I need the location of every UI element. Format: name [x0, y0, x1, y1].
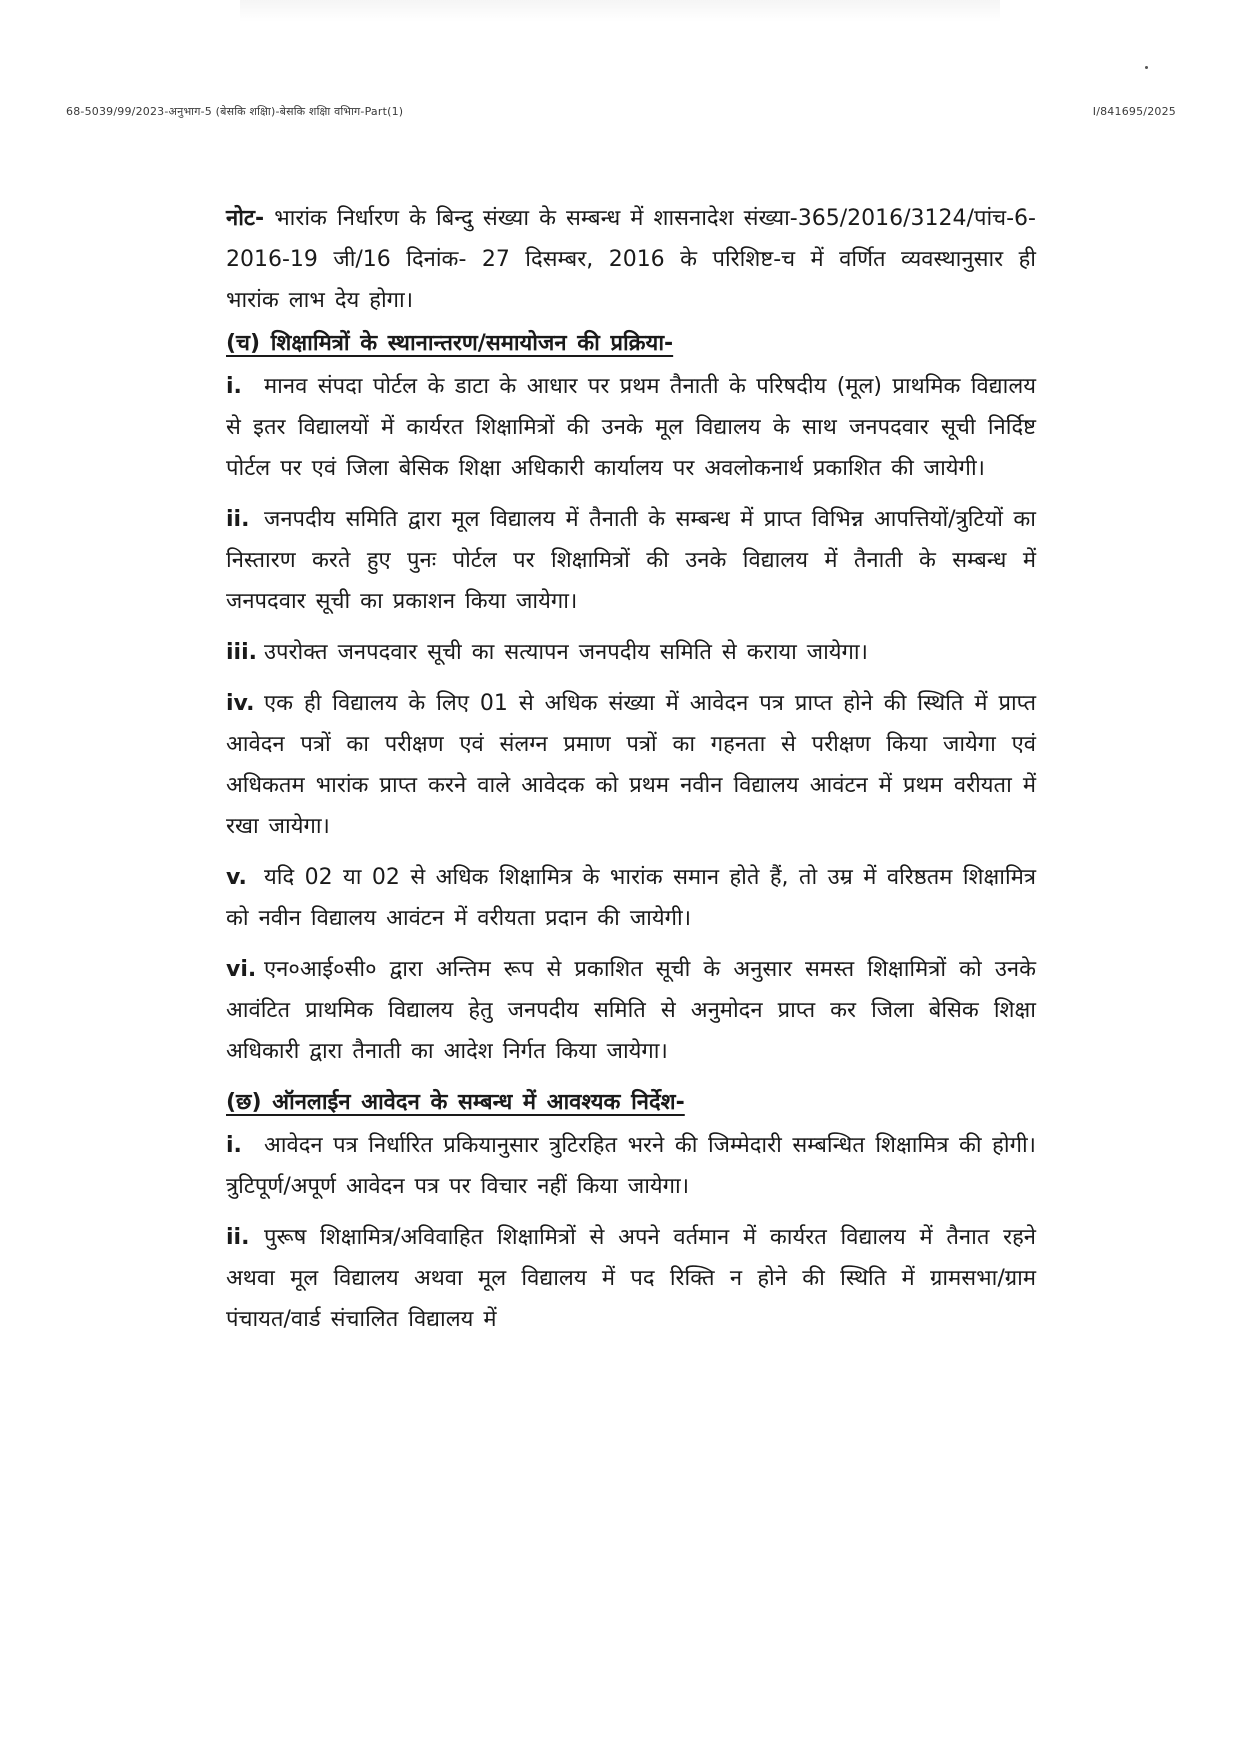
item-marker: vi. — [226, 957, 257, 982]
item-marker: ii. — [226, 507, 250, 532]
item-marker: ii. — [226, 1225, 250, 1250]
scan-artifact — [240, 0, 1000, 22]
item-text: मानव संपदा पोर्टल के डाटा के आधार पर प्रथम तैनाती के परिषदीय (मूल) प्राथमिक विद्यालय से इतर विद्यालयों में कार्यरत शिक्षामित्रों की उनके मूल विद्यालय के साथ जनपदवार सूची निर्दिष्ट पोर्टल पर एवं जिला बेसिक शिक्षा अधिकारी कार्यालय पर अवलोकनार्थ प्रकाशित की जायेगी। — [226, 374, 1036, 481]
list-item — [226, 366, 1036, 489]
document-number: I/841695/2025 — [1092, 105, 1176, 118]
item-text: एक ही विद्यालय के लिए 01 से अधिक संख्या में आवेदन पत्र प्राप्त होने की स्थिति में प्राप्त आवेदन पत्रों का परीक्षण एवं संलग्न प्रमाण पत्रों का गहनता से परीक्षण किया जायेगा एवं अधिकतम भारांक प्राप्त करने वाले आवेदक को प्रथम नवीन विद्यालय आवंटन में प्रथम वरीयता में रखा जायेगा। — [226, 691, 1036, 839]
item-marker: i. — [226, 374, 242, 399]
note-text: भारांक निर्धारण के बिन्दु संख्या के सम्बन्ध में शासनादेश संख्या-365/2016/3124/पांच-6-2016-19 जी/16 दिनांक- 27 दिसम्बर, 2016 के परिशिष्ट-च में वर्णित व्यवस्थानुसार ही भारांक लाभ देय होगा। — [226, 206, 1036, 313]
file-reference: 68-5039/99/2023-अनुभाग-5 (बेसकि शक्षिा)-बेसकि शक्षिा वभिाग-Part(1) — [66, 105, 404, 118]
note-label: नोट- — [226, 206, 265, 231]
section-chh-heading: (छ) ऑनलाईन आवेदन के सम्बन्ध में आवश्यक निर्देश- — [226, 1090, 685, 1115]
scan-dot — [1145, 66, 1148, 69]
item-marker: iv. — [226, 691, 255, 716]
note-paragraph — [226, 198, 1036, 321]
list-item — [226, 1125, 1036, 1207]
item-marker: iii. — [226, 640, 257, 665]
page-header — [66, 104, 1176, 119]
item-text: आवेदन पत्र निर्धारित प्रकियानुसार त्रुटिरहित भरने की जिम्मेदारी सम्बन्धित शिक्षामित्र की होगी। त्रुटिपूर्ण/अपूर्ण आवेदन पत्र पर विचार नहीं किया जायेगा। — [226, 1133, 1036, 1199]
list-item — [226, 1217, 1036, 1340]
item-marker: v. — [226, 865, 247, 890]
list-item — [226, 683, 1036, 847]
item-text: पुरूष शिक्षामित्र/अविवाहित शिक्षामित्रों से अपने वर्तमान में कार्यरत विद्यालय में तैनात रहने अथवा मूल विद्यालय अथवा मूल विद्यालय में पद रिक्ति न होने की स्थिति में ग्रामसभा/ग्राम पंचायत/वार्ड संचालित विद्यालय में — [226, 1225, 1036, 1332]
item-text: जनपदीय समिति द्वारा मूल विद्यालय में तैनाती के सम्बन्ध में प्राप्त विभिन्न आपत्तियों/त्रुटियों का निस्तारण करते हुए पुनः पोर्टल पर शिक्षामित्रों की उनके विद्यालय में तैनाती के सम्बन्ध में जनपदवार सूची का प्रकाशन किया जायेगा। — [226, 507, 1036, 614]
section-ch-heading: (च) शिक्षामित्रों के स्थानान्तरण/समायोजन की प्रक्रिया- — [226, 331, 674, 356]
list-item — [226, 857, 1036, 939]
item-text: उपरोक्त जनपदवार सूची का सत्यापन जनपदीय समिति से कराया जायेगा। — [264, 640, 868, 665]
list-item — [226, 499, 1036, 622]
item-text: एन०आई०सी० द्वारा अन्तिम रूप से प्रकाशित सूची के अनुसार समस्त शिक्षामित्रों को उनके आवंटित प्राथमिक विद्यालय हेतु जनपदीय समिति से अनुमोदन प्राप्त कर जिला बेसिक शिक्षा अधिकारी द्वारा तैनाती का आदेश निर्गत किया जायेगा। — [226, 957, 1036, 1064]
item-text: यदि 02 या 02 से अधिक शिक्षामित्र के भारांक समान होते हैं, तो उम्र में वरिष्ठतम शिक्षामित्र को नवीन विद्यालय आवंटन में वरीयता प्रदान की जायेगी। — [226, 865, 1036, 931]
list-item — [226, 949, 1036, 1072]
document-body — [226, 198, 1036, 1350]
item-marker: i. — [226, 1133, 242, 1158]
list-item — [226, 632, 1036, 673]
